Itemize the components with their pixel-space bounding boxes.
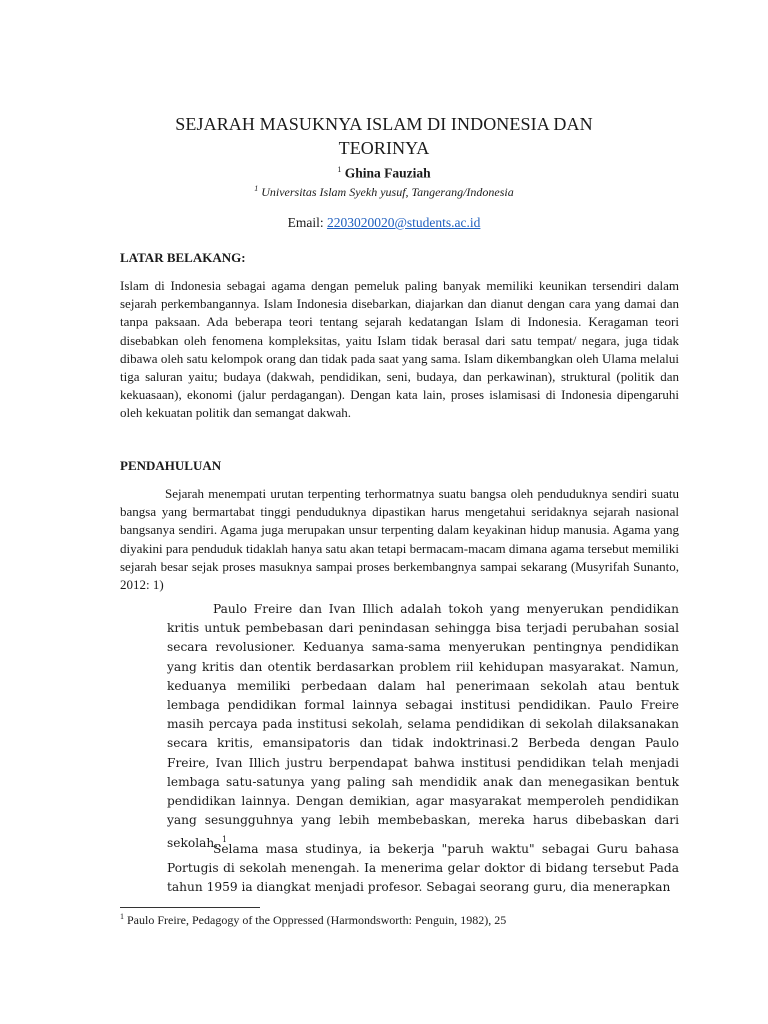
footnote-text: Paulo Freire, Pedagogy of the Oppressed (Harmondsworth: Penguin, 1982), 25 <box>127 913 507 927</box>
latar-belakang-body: Islam di Indonesia sebagai agama dengan pemeluk paling banyak memiliki keunikan tersendiri dalam sejarah perkembangannya. Islam Indonesia disebarkan, diajarkan dan dianut dengan cara yang damai dan tanpa paksaan. Ada beberapa teori tentang sejarah kedatangan Islam di Indonesia. Keragaman teori disebabkan oleh fenomena kompleksitas, yaitu Islam tidak berasal dari satu tempat/ negara, juga tidak dibawa oleh satu kelompok orang dan tidak pada saat yang sama. Islam dikembangkan oleh Ulama melalui tiga saluran yaitu; budaya (dakwah, pendidikan, seni, budaya, dan perkawinan), struktural (politik dan kekuasaan), ekonomi (jalur perdagangan). Dengan kata lain, proses islamisasi di Indonesia dipengaruhi oleh kekuatan politik dan semangat dakwah. <box>120 278 679 421</box>
affiliation-superscript: 1 <box>254 184 259 193</box>
footnote <box>120 912 680 928</box>
title-line-2: TEORINYA <box>338 138 430 158</box>
page-title <box>120 112 648 160</box>
email-link[interactable]: 2203020020@students.ac.id <box>326 215 481 230</box>
author-name <box>120 165 648 182</box>
author-affiliation <box>120 184 648 200</box>
footnote-divider <box>120 907 260 908</box>
block-quote-paragraph-1 <box>167 600 679 854</box>
author-superscript: 1 <box>337 165 342 174</box>
footnote-number: 1 <box>120 912 124 921</box>
section-heading-pendahuluan: PENDAHULUAN <box>120 458 222 473</box>
footnote-reference[interactable]: 1 <box>221 835 228 845</box>
section-heading-latar-belakang: LATAR BELAKANG: <box>120 250 246 265</box>
quote-paragraph-1-text: Paulo Freire dan Ivan Illich adalah tokoh yang menyerukan pendidikan kritis untuk pembebasan dari penindasan sehingga bisa terjadi perubahan sosial secara revolusioner. Keduanya sama-sama menyerukan pentingnya pendidikan yang kritis dan otentik berdasarkan problem riil kehidupan masyarakat. Namun, keduanya memiliki perbedaan dalam hal penerimaan sekolah atau bentuk lembaga pendidikan formal lainnya sebagai institusi pendidikan. Paulo Freire masih percaya pada institusi sekolah, selama pendidikan di sekolah dilaksanakan secara kritis, emansipatoris dan tidak indoktrinasi.2 Berbeda dengan Paulo Freire, Ivan Illich justru berpendapat bahwa institusi pendidikan telah menjadi lembaga satu-satunya yang paling sah mendidik anak dan menegasikan bentuk pendidikan lainnya. Dengan demikian, agar masyarakat memperoleh pendidikan yang sesungguhnya yang lebih membebaskan, mereka harus dibebaskan dari sekolah.. <box>167 602 679 851</box>
email-label: Email: <box>287 215 324 230</box>
author-text: Ghina Fauziah <box>344 165 431 181</box>
author-email <box>120 215 648 231</box>
pendahuluan-body: Sejarah menempati urutan terpenting terhormatnya suatu bangsa oleh penduduknya sendiri suatu bangsa yang bermartabat tinggi penduduknya dipastikan harus mengetahui seridaknya sejarah nasional bangsanya sendiri. Agama juga merupakan unsur terpenting dalam keyakinan hidup manusia. Agama yang diyakini para penduduk tidaklah hanya satu akan tetapi bermacam-macam dimana agama tersebut memiliki sejarah besar sejak proses masuknya sampai proses berkembangnya sampai sekarang (Musyrifah Sunanto, 2012: 1) <box>120 486 679 593</box>
block-quote-paragraph-2: Selama masa studinya, ia bekerja "paruh waktu" sebagai Guru bahasa Portugis di sekolah menengah. Ia menerima gelar doktor di bidang tersebut Pada tahun 1959 ia diangkat menjadi profesor. Sebagai seorang guru, dia menerapkan <box>167 842 679 895</box>
affiliation-text: Universitas Islam Syekh yusuf, Tangerang/Indonesia <box>261 185 514 199</box>
title-line-1: SEJARAH MASUKNYA ISLAM DI INDONESIA DAN <box>175 114 593 134</box>
